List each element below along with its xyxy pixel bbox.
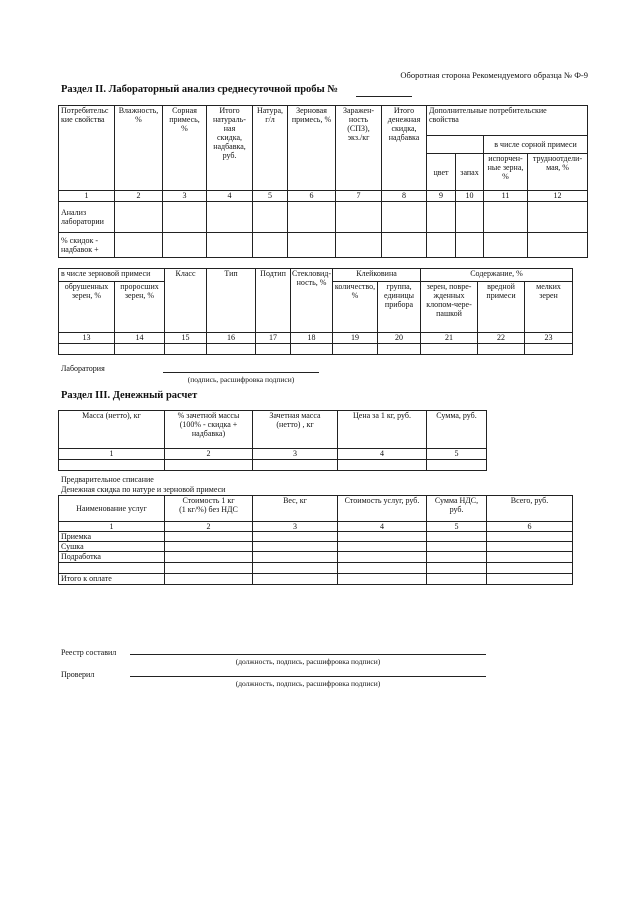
col-header-husked-grains: обрушенных зерен, % — [59, 282, 115, 333]
table-cell[interactable] — [288, 202, 336, 233]
col-header-gluten: Клейковина — [333, 269, 421, 282]
table-cell[interactable] — [487, 574, 573, 585]
table-cell[interactable] — [338, 460, 427, 471]
table-cell[interactable] — [165, 542, 253, 552]
table-cell[interactable] — [421, 344, 478, 355]
col-number: 2 — [165, 449, 253, 460]
service-row-label: Сушка — [59, 542, 165, 552]
row-label-discounts: % скидок - надбавок + — [59, 233, 115, 258]
table-cell[interactable] — [165, 574, 253, 585]
table-cell[interactable] — [165, 460, 253, 471]
col-header-price-per-kg: Цена за 1 кг, руб. — [338, 411, 427, 449]
table-cell[interactable] — [427, 460, 487, 471]
lab-analysis-table — [58, 105, 588, 258]
col-header-in-weed: в числе сорной примеси — [484, 136, 588, 154]
table-cell[interactable] — [256, 344, 291, 355]
col-header-hard-separable: трудноотдели- мая, % — [528, 154, 588, 191]
col-number: 14 — [115, 333, 165, 344]
col-number: 6 — [487, 522, 573, 532]
table-cell[interactable] — [165, 552, 253, 563]
table-cell[interactable] — [165, 532, 253, 542]
col-header-total: Всего, руб. — [487, 496, 573, 522]
col-header-consumer-properties: Потребительс кие свойства — [59, 106, 115, 191]
col-header-moisture: Влажность, % — [115, 106, 163, 191]
col-number: 10 — [456, 191, 484, 202]
col-number: 5 — [253, 191, 288, 202]
col-number: 3 — [163, 191, 207, 202]
col-number: 2 — [115, 191, 163, 202]
col-header-spoiled-grains: испорчен- ные зерна, % — [484, 154, 528, 191]
col-header-infestation: Заражен- ность (СПЗ), экз./кг — [336, 106, 382, 191]
table-cell[interactable] — [115, 233, 163, 258]
col-header-sprouted-grains: проросших зерен, % — [115, 282, 165, 333]
table-cell[interactable] — [207, 202, 253, 233]
compiled-by-caption: (должность, подпись, расшифровка подписи) — [235, 657, 381, 666]
table-cell[interactable] — [59, 460, 165, 471]
col-header-color: цвет — [427, 154, 456, 191]
table-cell[interactable] — [253, 233, 288, 258]
table-cell[interactable] — [336, 202, 382, 233]
col-number: 11 — [484, 191, 528, 202]
section3-title: Раздел III. Денежный расчет — [61, 390, 198, 401]
col-number: 12 — [528, 191, 588, 202]
table-cell[interactable] — [427, 552, 487, 563]
preliminary-writeoff-label: Предварительное списание — [61, 475, 154, 484]
money-calc-table — [58, 410, 487, 471]
table-cell[interactable] — [487, 563, 573, 574]
table-cell[interactable] — [456, 202, 484, 233]
col-header-in-grain-admixture: в числе зерновой примеси — [59, 269, 165, 282]
col-header-grain-admixture: Зерновая примесь, % — [288, 106, 336, 191]
table-cell[interactable] — [382, 233, 427, 258]
table-cell[interactable] — [338, 532, 427, 542]
table-cell[interactable] — [333, 344, 378, 355]
table-cell[interactable] — [163, 233, 207, 258]
table-cell[interactable] — [427, 563, 487, 574]
table-cell[interactable] — [487, 542, 573, 552]
col-number: 8 — [382, 191, 427, 202]
col-header-cost-per-kg: Стоимость 1 кг (1 кг/%) без НДС — [165, 496, 253, 522]
service-row-label: Подработка — [59, 552, 165, 563]
table-cell[interactable] — [525, 344, 573, 355]
col-number: 20 — [378, 333, 421, 344]
col-number: 23 — [525, 333, 573, 344]
col-number: 4 — [207, 191, 253, 202]
table-cell[interactable] — [253, 460, 338, 471]
money-discount-label: Денежная скидка по натуре и зерновой примеси — [61, 485, 226, 494]
col-number: 13 — [59, 333, 115, 344]
service-row-label — [59, 563, 165, 574]
col-number: 6 — [288, 191, 336, 202]
col-number: 3 — [253, 449, 338, 460]
table-cell[interactable] — [456, 233, 484, 258]
table-cell[interactable] — [427, 202, 456, 233]
col-number: 7 — [336, 191, 382, 202]
form-note: Оборотная сторона Рекомендуемого образца № Ф-9 — [400, 70, 588, 80]
col-header-vitreousness: Стекловид- ность, % — [291, 269, 333, 333]
col-number: 1 — [59, 522, 165, 532]
col-number: 18 — [291, 333, 333, 344]
table-cell[interactable] — [338, 563, 427, 574]
table-cell[interactable] — [338, 574, 427, 585]
lab-label: Лаборатория — [61, 364, 105, 373]
lab-caption: (подпись, расшифровка подписи) — [187, 375, 295, 384]
col-number: 21 — [421, 333, 478, 344]
col-header-extra-properties: Дополнительные потребительские свойства — [427, 106, 588, 136]
table-cell[interactable] — [253, 542, 338, 552]
table-cell[interactable] — [484, 202, 528, 233]
col-header-smell: запах — [456, 154, 484, 191]
col-number: 5 — [427, 449, 487, 460]
table-cell[interactable] — [338, 552, 427, 563]
table-cell[interactable] — [253, 574, 338, 585]
sample-number-line — [356, 96, 412, 97]
col-header-class: Класс — [165, 269, 207, 333]
table-cell[interactable] — [288, 233, 336, 258]
table-cell[interactable] — [427, 233, 456, 258]
compiled-by-line — [130, 654, 486, 655]
table-cell[interactable] — [163, 202, 207, 233]
table-cell[interactable] — [291, 344, 333, 355]
table-cell[interactable] — [59, 344, 115, 355]
col-number: 2 — [165, 522, 253, 532]
checked-by-line — [130, 676, 486, 677]
col-header-natural-discount: Итого натураль- ная скидка, надбавка, руб. — [207, 106, 253, 191]
table-cell[interactable] — [336, 233, 382, 258]
total-to-pay-label: Итого к оплате — [59, 574, 165, 585]
col-number: 4 — [338, 522, 427, 532]
col-number: 1 — [59, 449, 165, 460]
table-cell[interactable] — [253, 202, 288, 233]
col-number: 3 — [253, 522, 338, 532]
table-cell[interactable] — [338, 542, 427, 552]
col-header-vat-sum: Сумма НДС, руб. — [427, 496, 487, 522]
table-cell[interactable] — [528, 202, 588, 233]
row-label-lab-analysis: Анализ лаборатории — [59, 202, 115, 233]
table-cell[interactable] — [165, 563, 253, 574]
col-header-small-grains: мелких зерен — [525, 282, 573, 333]
col-header-bug-damaged: зерен, повре- жденных клопом-чере- пашкой — [421, 282, 478, 333]
table-cell[interactable] — [484, 233, 528, 258]
col-header-weight: Вес, кг — [253, 496, 338, 522]
col-number: 4 — [338, 449, 427, 460]
col-number: 17 — [256, 333, 291, 344]
table-cell[interactable] — [427, 532, 487, 542]
table-cell[interactable] — [253, 532, 338, 542]
table-cell[interactable] — [427, 574, 487, 585]
table-cell[interactable] — [378, 344, 421, 355]
col-header-content: Содержание, % — [421, 269, 573, 282]
table-cell[interactable] — [427, 542, 487, 552]
checked-by-label: Проверил — [61, 670, 95, 679]
col-header-service-name: Наименование услуг — [59, 496, 165, 522]
grain-quality-table — [58, 268, 573, 355]
table-cell[interactable] — [165, 344, 207, 355]
table-cell[interactable] — [487, 552, 573, 563]
checked-by-caption: (должность, подпись, расшифровка подписи) — [235, 679, 381, 688]
col-number: 9 — [427, 191, 456, 202]
col-number: 15 — [165, 333, 207, 344]
col-number: 16 — [207, 333, 256, 344]
col-header-weed-admixture: Сорная примесь, % — [163, 106, 207, 191]
table-cell[interactable] — [115, 202, 163, 233]
col-number: 22 — [478, 333, 525, 344]
table-cell[interactable] — [207, 233, 253, 258]
service-row-label: Приемка — [59, 532, 165, 542]
compiled-by-label: Реестр составил — [61, 648, 117, 657]
col-header-service-cost: Стоимость услуг, руб. — [338, 496, 427, 522]
col-header-sum: Сумма, руб. — [427, 411, 487, 449]
col-header-harmful-admixture: вредной примеси — [478, 282, 525, 333]
table-cell[interactable] — [207, 344, 256, 355]
col-number: 5 — [427, 522, 487, 532]
col-header-credit-mass-pct: % зачетной массы (100% - скидка + надбавка) — [165, 411, 253, 449]
col-header-gluten-group: группа, единицы прибора — [378, 282, 421, 333]
col-number: 19 — [333, 333, 378, 344]
services-table — [58, 495, 573, 585]
col-header-credit-mass: Зачетная масса (нетто) , кг — [253, 411, 338, 449]
col-header-type: Тип — [207, 269, 256, 333]
col-header-net-mass: Масса (нетто), кг — [59, 411, 165, 449]
table-cell[interactable] — [115, 344, 165, 355]
table-cell[interactable] — [528, 233, 588, 258]
col-header-gluten-amount: количество, % — [333, 282, 378, 333]
section2-title: Раздел II. Лабораторный анализ среднесуточной пробы № — [61, 84, 338, 95]
col-header-money-discount: Итого денежная скидка, надбавка — [382, 106, 427, 191]
table-cell[interactable] — [382, 202, 427, 233]
table-cell[interactable] — [478, 344, 525, 355]
col-number: 1 — [59, 191, 115, 202]
table-cell[interactable] — [253, 552, 338, 563]
table-cell[interactable] — [253, 563, 338, 574]
col-header-subtype: Подтип — [256, 269, 291, 333]
table-cell[interactable] — [487, 532, 573, 542]
lab-signature-line — [163, 372, 319, 373]
col-header-nature: Натура, г/л — [253, 106, 288, 191]
